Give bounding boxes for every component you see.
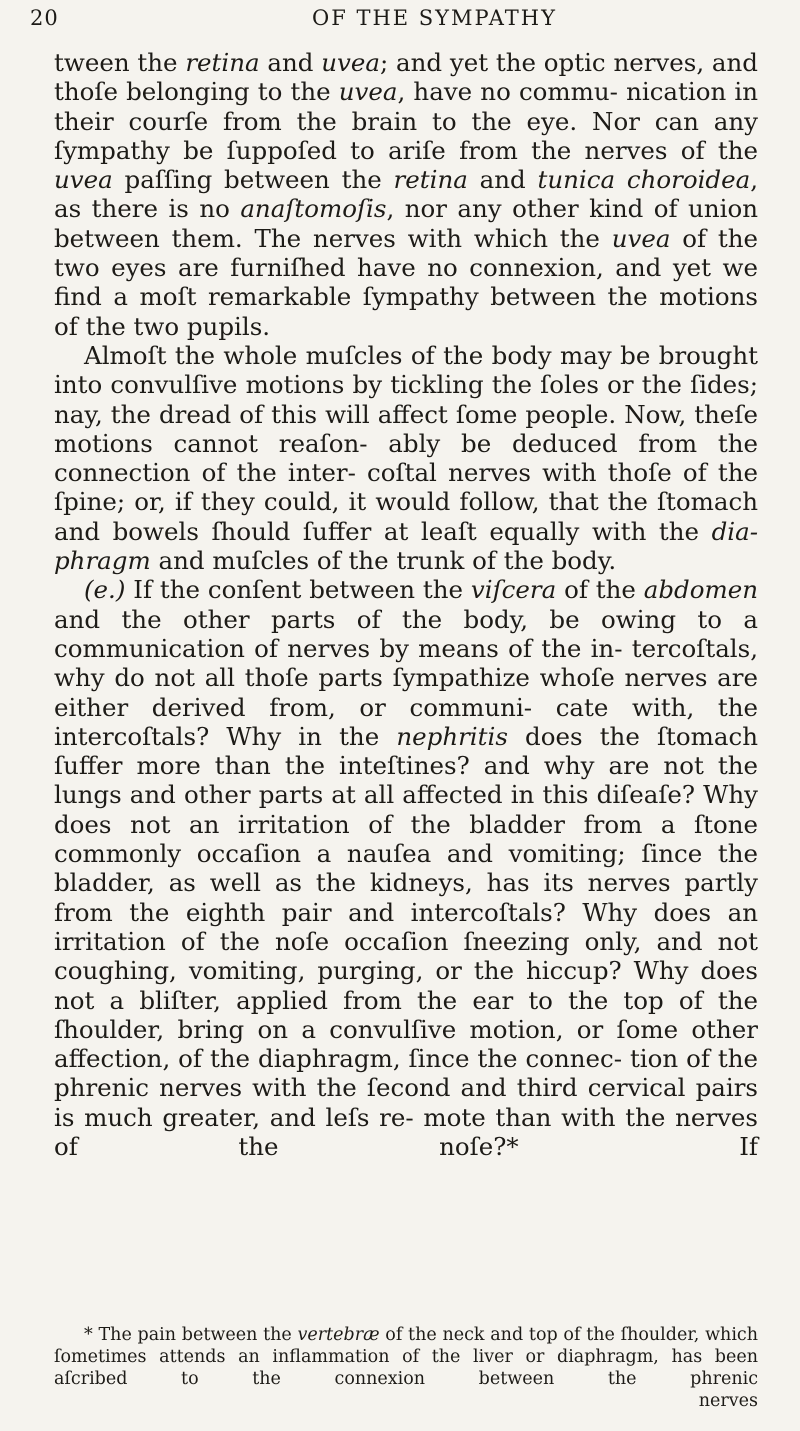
paragraph-2: Almoſt the whole muſcles of the body may be brought into convulſive motions by tickling the ſoles or the ſides; nay, the dread of this will affect ſome people. Now, theſe motions cannot reaſon- ably be deduced from the connection of the inter- coſtal nerves with thoſe of the ſpine; or, if they could, it would follow, that the ſtomach and bowels ſhould ſuffer at leaſt equally with the dia- phragm and muſcles of the trunk of the body.: [54, 340, 758, 576]
footnote-catchword: nerves: [698, 1391, 758, 1411]
running-title: OF THE SYMPATHY: [312, 6, 557, 30]
paragraph-1: tween the retina and uvea; and yet the optic nerves, and thoſe belonging to the uvea, have no commu- nication in their courſe from the brain to the eye. Nor can any ſympathy be ſuppoſed to ariſe from the nerves of the uvea paſſing between the retina and tunica choroidea, as there is no anaſtomoſis, nor any other kind of union between them. The nerves with which the uvea of the two eyes are furniſhed have no connexion, and yet we find a moſt remarkable ſympathy between the motions of the two pupils.: [54, 48, 759, 341]
body-text: [54, 48, 758, 1161]
page-header: [30, 6, 790, 46]
footnote: [54, 1324, 758, 1412]
page-number: 20: [30, 6, 59, 30]
catchword: If: [739, 1131, 758, 1161]
footnote-text: * The pain between the vertebræ of the neck and top of the ſhoulder, which ſometimes attends an inflammation of the liver or diaphragm, has been aſcribed to the connexion between the phrenic: [54, 1325, 758, 1389]
note-mark: (e.): [84, 575, 126, 605]
paragraph-3: (e.) If the conſent between the viſcera of the abdomen and the other parts of the body, be owing to a communication of nerves by means of the in- tercoſtals, why do not all thoſe parts ſympathize whoſe nerves are either derived from, or communi- cate with, the intercoſtals? Why in the nephritis does the ſtomach ſuffer more than the inteſtines? and why are not the lungs and other parts at all affected in this diſeaſe? Why does not an irritation of the bladder from a ſtone commonly occaſion a nauſea and vomiting; ſince the bladder, as well as the kidneys, has its nerves partly from the eighth pair and intercoſtals? Why does an irritation of the noſe occaſion ſneezing only, and not coughing, vomiting, purging, or the hiccup? Why does not a bliſter, applied from the ear to the top of the ſhoulder, bring on a convulſive motion, or ſome other affection, of the diaphragm, ſince the connec- tion of the phrenic nerves with the ſecond and third cervical pairs is much greater, and leſs re- mote than with the nerves of the noſe?* If: [54, 575, 758, 1161]
